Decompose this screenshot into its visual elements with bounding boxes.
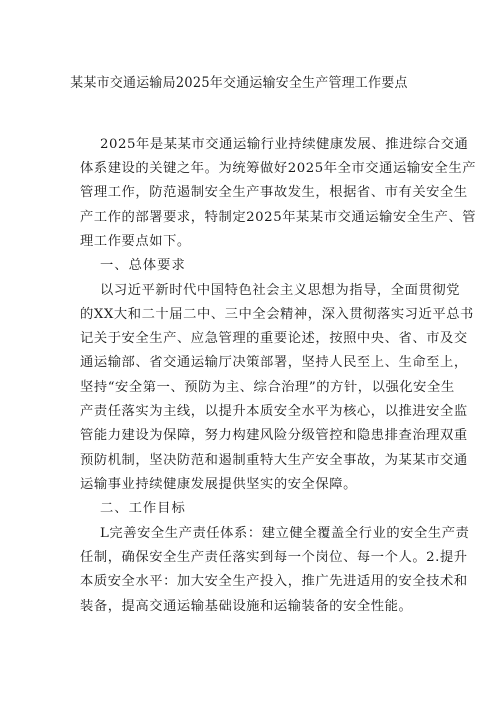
section-heading-general-requirements: 一、总体要求 [100,258,186,273]
intro-line-1: 2025年是某某市交通运输行业持续健康发展、推进综合交通 [100,137,469,152]
section1-line-7: 管能力建设为保障，努力构建风险分级管控和隐患排查治理双重 [80,428,468,443]
document-title: 某某市交通运输局2025年交通运输安全生产管理工作要点 [70,75,408,91]
intro-line-2: 体系建设的关键之年。为统筹做好2025年全市交通运输安全生产 [80,161,477,176]
section1-line-5: 坚持“安全第一、预防为主、综合治理”的方针，以强化安全生 [80,380,455,395]
section1-line-4: 通运输部、省交通运输厅决策部署，坚持人民至上、生命至上， [80,355,468,370]
section1-line-3: 记关于安全生产、应急管理的重要论述，按照中央、省、市及交 [80,331,468,346]
section1-line-9: 运输事业持续健康发展提供坚实的安全保障。 [80,477,357,492]
section1-line-6: 产责任落实为主线，以提升本质安全水平为核心，以推进安全监 [80,404,468,419]
section1-line-2: 的XX大和二十届二中、三中全会精神，深入贯彻落实习近平总书 [80,307,474,322]
intro-line-4: 产工作的部署要求，特制定2025年某某市交通运输安全生产、管 [80,210,477,225]
section2-line-3: 本质安全水平：加大安全生产投入，推广先进适用的安全技术和 [80,574,468,589]
intro-line-3: 管理工作，防范遏制安全生产事故发生，根据省、市有关安全生 [80,185,468,200]
section1-line-1: 以习近平新时代中国特色社会主义思想为指导，全面贯彻党 [100,283,461,298]
section2-line-1: L完善安全生产责任体系：建立健全覆盖全行业的安全生产责 [100,526,470,541]
intro-line-5: 理工作要点如下。 [80,234,191,249]
section2-line-4: 装备，提高交通运输基础设施和运输装备的安全性能。 [80,599,413,614]
section1-line-8: 预防机制，坚决防范和遏制重特大生产安全事故，为某某市交通 [80,453,468,468]
section-heading-work-goals: 二、工作目标 [100,501,186,516]
section2-line-2: 任制，确保安全生产责任落实到每一个岗位、每一个人。2.提升 [80,550,468,565]
